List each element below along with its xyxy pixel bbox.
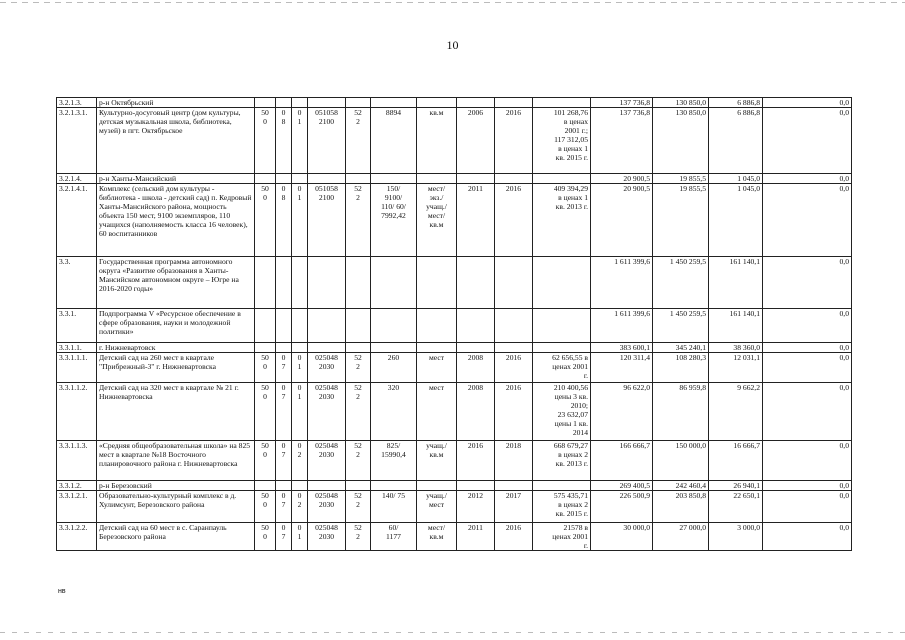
page-number: 10 [446, 38, 459, 52]
code-part-b [276, 257, 292, 309]
row-code: 3.3.1.2. [57, 481, 97, 491]
local-budget-value: 38 360,0 [709, 343, 763, 353]
code-part-b: 0 7 [276, 441, 292, 481]
local-budget-value: 1 045,0 [709, 174, 763, 184]
table-row [57, 353, 852, 383]
target-article: 025048 2030 [308, 523, 346, 551]
code-part-c: 0 2 [292, 491, 308, 523]
empty-cell [495, 481, 533, 491]
estimated-cost: 409 394,29 в ценах 1 кв. 2013 г. [533, 184, 591, 257]
row-code: 3.3.1.1.1. [57, 353, 97, 383]
okrug-budget-value: 345 240,1 [653, 343, 709, 353]
capacity: 8894 [371, 108, 417, 174]
row-code: 3.2.1.4. [57, 174, 97, 184]
empty-cell [255, 174, 276, 184]
row-name: р-н Березовский [97, 481, 255, 491]
capacity: 825/ 15990,4 [371, 441, 417, 481]
code-part-b [276, 309, 292, 343]
end-year [495, 257, 533, 309]
local-budget-value: 6 886,8 [709, 108, 763, 174]
total-value: 383 600,1 [591, 343, 653, 353]
okrug-budget-value: 130 850,0 [653, 98, 709, 108]
row-code: 3.3.1. [57, 309, 97, 343]
other-sources-value: 0,0 [763, 108, 852, 174]
expense-type: 52 2 [346, 383, 371, 441]
code-part-a: 50 0 [255, 491, 276, 523]
empty-cell [495, 98, 533, 108]
capacity-unit: мест/ кв.м [417, 523, 457, 551]
capacity-unit: мест [417, 383, 457, 441]
row-code: 3.3.1.2.2. [57, 523, 97, 551]
empty-cell [417, 98, 457, 108]
row-name: Государственная программа автономного округа «Развитие образования в Ханты-Мансийском автономном округе – Югре на 2016-2020 годы» [97, 257, 255, 309]
empty-cell [346, 343, 371, 353]
empty-cell [308, 343, 346, 353]
target-article [308, 257, 346, 309]
row-code: 3.3.1.1.3. [57, 441, 97, 481]
estimated-cost: 62 656,55 в ценах 2001 г. [533, 353, 591, 383]
row-name: г. Нижневартовск [97, 343, 255, 353]
code-part-a: 50 0 [255, 108, 276, 174]
section-row [57, 481, 852, 491]
row-name: Образовательно-культурный комплекс в д. Хулимсунт, Березовского района [97, 491, 255, 523]
section-row [57, 98, 852, 108]
capacity-unit: мест [417, 353, 457, 383]
empty-cell [457, 98, 495, 108]
row-name: Детский сад на 320 мест в квартале № 21 г. Нижневартовска [97, 383, 255, 441]
row-code: 3.3.1.1. [57, 343, 97, 353]
empty-cell [371, 174, 417, 184]
empty-cell [346, 98, 371, 108]
code-part-c: 0 1 [292, 353, 308, 383]
row-code: 3.2.1.3.1. [57, 108, 97, 174]
table-body [57, 98, 852, 551]
table-row [57, 257, 852, 309]
expense-type: 52 2 [346, 184, 371, 257]
expense-type [346, 309, 371, 343]
target-article: 051058 2100 [308, 108, 346, 174]
code-part-a: 50 0 [255, 353, 276, 383]
table-row [57, 523, 852, 551]
other-sources-value: 0,0 [763, 309, 852, 343]
section-row [57, 174, 852, 184]
start-year [457, 257, 495, 309]
local-budget-value: 26 940,1 [709, 481, 763, 491]
code-part-b: 0 7 [276, 523, 292, 551]
code-part-a: 50 0 [255, 184, 276, 257]
empty-cell [308, 481, 346, 491]
empty-cell [417, 481, 457, 491]
empty-cell [533, 98, 591, 108]
empty-cell [255, 98, 276, 108]
code-part-a [255, 309, 276, 343]
total-value: 1 611 399,6 [591, 257, 653, 309]
okrug-budget-value: 150 000,0 [653, 441, 709, 481]
capacity [371, 309, 417, 343]
empty-cell [308, 174, 346, 184]
code-part-b: 0 7 [276, 353, 292, 383]
row-name: р-н Ханты-Мансийский [97, 174, 255, 184]
other-sources-value: 0,0 [763, 491, 852, 523]
code-part-c [292, 309, 308, 343]
expense-type: 52 2 [346, 441, 371, 481]
other-sources-value: 0,0 [763, 353, 852, 383]
table-row [57, 184, 852, 257]
expense-type: 52 2 [346, 108, 371, 174]
empty-cell [457, 481, 495, 491]
capacity [371, 257, 417, 309]
empty-cell [495, 343, 533, 353]
row-code: 3.3. [57, 257, 97, 309]
capacity: 60/ 1177 [371, 523, 417, 551]
okrug-budget-value: 242 460,4 [653, 481, 709, 491]
estimated-cost: 21578 в ценах 2001 г. [533, 523, 591, 551]
other-sources-value: 0,0 [763, 523, 852, 551]
row-code: 3.2.1.4.1. [57, 184, 97, 257]
investment-table-sheet [56, 97, 851, 551]
table-row [57, 383, 852, 441]
empty-cell [308, 98, 346, 108]
total-value: 1 611 399,6 [591, 309, 653, 343]
code-part-a: 50 0 [255, 441, 276, 481]
row-code: 3.3.1.1.2. [57, 383, 97, 441]
expense-type: 52 2 [346, 523, 371, 551]
total-value: 20 900,5 [591, 184, 653, 257]
target-article: 025048 2030 [308, 353, 346, 383]
empty-cell [346, 174, 371, 184]
target-article [308, 309, 346, 343]
start-year: 2008 [457, 353, 495, 383]
estimated-cost [533, 309, 591, 343]
code-part-a [255, 257, 276, 309]
empty-cell [417, 343, 457, 353]
row-name: Детский сад на 60 мест в с. Саранпауль Березовского района [97, 523, 255, 551]
target-article: 025048 2030 [308, 383, 346, 441]
capacity: 150/ 9100/ 110/ 60/ 7992,42 [371, 184, 417, 257]
local-budget-value: 9 662,2 [709, 383, 763, 441]
code-part-b: 0 8 [276, 108, 292, 174]
code-part-c: 0 1 [292, 184, 308, 257]
row-name: Культурно-досуговый центр (дом культуры, детская музыкальная школа, библиотека, музей) в пгт. Октябрьское [97, 108, 255, 174]
total-value: 137 736,8 [591, 108, 653, 174]
local-budget-value: 161 140,1 [709, 257, 763, 309]
total-value: 120 311,4 [591, 353, 653, 383]
empty-cell [417, 174, 457, 184]
code-part-b: 0 7 [276, 383, 292, 441]
end-year: 2016 [495, 108, 533, 174]
code-part-c: 0 1 [292, 523, 308, 551]
end-year: 2016 [495, 523, 533, 551]
code-part-b: 0 7 [276, 491, 292, 523]
code-part-a: 50 0 [255, 383, 276, 441]
target-article: 025048 2030 [308, 491, 346, 523]
okrug-budget-value: 86 959,8 [653, 383, 709, 441]
okrug-budget-value: 1 450 259,5 [653, 257, 709, 309]
code-part-c [292, 257, 308, 309]
row-code: 3.2.1.3. [57, 98, 97, 108]
end-year [495, 309, 533, 343]
expense-type: 52 2 [346, 491, 371, 523]
table-row [57, 441, 852, 481]
end-year: 2016 [495, 383, 533, 441]
start-year: 2012 [457, 491, 495, 523]
empty-cell [533, 343, 591, 353]
end-year: 2018 [495, 441, 533, 481]
empty-cell [346, 481, 371, 491]
start-year: 2016 [457, 441, 495, 481]
empty-cell [292, 98, 308, 108]
table-row [57, 108, 852, 174]
start-year: 2011 [457, 523, 495, 551]
okrug-budget-value: 108 280,3 [653, 353, 709, 383]
okrug-budget-value: 19 855,5 [653, 184, 709, 257]
row-name: Детский сад на 260 мест в квартале "Прибрежный-3" г. Нижневартовска [97, 353, 255, 383]
end-year: 2016 [495, 353, 533, 383]
code-part-b: 0 8 [276, 184, 292, 257]
empty-cell [276, 343, 292, 353]
target-article: 025048 2030 [308, 441, 346, 481]
empty-cell [457, 343, 495, 353]
capacity-unit: кв.м [417, 108, 457, 174]
local-budget-value: 161 140,1 [709, 309, 763, 343]
other-sources-value: 0,0 [763, 174, 852, 184]
investment-table [56, 97, 852, 551]
capacity-unit: учащ./ кв.м [417, 441, 457, 481]
code-part-c: 0 1 [292, 108, 308, 174]
empty-cell [255, 481, 276, 491]
local-budget-value: 22 650,1 [709, 491, 763, 523]
empty-cell [533, 174, 591, 184]
other-sources-value: 0,0 [763, 383, 852, 441]
other-sources-value: 0,0 [763, 343, 852, 353]
table-row [57, 491, 852, 523]
total-value: 30 000,0 [591, 523, 653, 551]
other-sources-value: 0,0 [763, 481, 852, 491]
other-sources-value: 0,0 [763, 184, 852, 257]
capacity-unit: учащ./ мест [417, 491, 457, 523]
total-value: 137 736,8 [591, 98, 653, 108]
okrug-budget-value: 203 850,8 [653, 491, 709, 523]
other-sources-value: 0,0 [763, 441, 852, 481]
total-value: 20 900,5 [591, 174, 653, 184]
scan-edge-top [0, 2, 905, 3]
estimated-cost: 101 268,76 в ценах 2001 г.; 117 312,05 в ценах 1 кв. 2015 г. [533, 108, 591, 174]
row-code: 3.3.1.2.1. [57, 491, 97, 523]
okrug-budget-value: 27 000,0 [653, 523, 709, 551]
empty-cell [276, 98, 292, 108]
empty-cell [371, 343, 417, 353]
empty-cell [276, 481, 292, 491]
start-year: 2008 [457, 383, 495, 441]
code-part-c: 0 1 [292, 383, 308, 441]
row-name: Комплекс (сельский дом культуры - библиотека - школа - детский сад) п. Кедровый Ханты-Мансийского района, мощность объекта 150 мест, 9100 экземпляров, 110 учащихся (наполняемость класса 16 человек), 60 воспитанников [97, 184, 255, 257]
code-part-c: 0 2 [292, 441, 308, 481]
estimated-cost: 668 679,27 в ценах 2 кв. 2013 г. [533, 441, 591, 481]
empty-cell [371, 98, 417, 108]
capacity-unit [417, 257, 457, 309]
end-year: 2016 [495, 184, 533, 257]
local-budget-value: 16 666,7 [709, 441, 763, 481]
empty-cell [457, 174, 495, 184]
okrug-budget-value: 1 450 259,5 [653, 309, 709, 343]
capacity-unit: мест/ экз./ учащ./ мест/ кв.м [417, 184, 457, 257]
empty-cell [276, 174, 292, 184]
okrug-budget-value: 19 855,5 [653, 174, 709, 184]
other-sources-value: 0,0 [763, 257, 852, 309]
local-budget-value: 3 000,0 [709, 523, 763, 551]
capacity: 140/ 75 [371, 491, 417, 523]
capacity: 320 [371, 383, 417, 441]
expense-type: 52 2 [346, 353, 371, 383]
start-year: 2006 [457, 108, 495, 174]
total-value: 96 622,0 [591, 383, 653, 441]
target-article: 051058 2100 [308, 184, 346, 257]
empty-cell [292, 343, 308, 353]
section-row [57, 343, 852, 353]
total-value: 226 500,9 [591, 491, 653, 523]
empty-cell [371, 481, 417, 491]
estimated-cost: 575 435,71 в ценах 2 кв. 2015 г. [533, 491, 591, 523]
empty-cell [292, 174, 308, 184]
table-row [57, 309, 852, 343]
code-part-a: 50 0 [255, 523, 276, 551]
empty-cell [255, 343, 276, 353]
estimated-cost: 210 400,56 цены 3 кв. 2010; 23 632,07 цены 1 кв. 2014 [533, 383, 591, 441]
capacity-unit [417, 309, 457, 343]
total-value: 269 400,5 [591, 481, 653, 491]
estimated-cost [533, 257, 591, 309]
start-year: 2011 [457, 184, 495, 257]
footer-mark: нв [58, 588, 66, 595]
local-budget-value: 1 045,0 [709, 184, 763, 257]
expense-type [346, 257, 371, 309]
empty-cell [292, 481, 308, 491]
local-budget-value: 6 886,8 [709, 98, 763, 108]
end-year: 2017 [495, 491, 533, 523]
row-name: Подпрограмма V «Ресурсное обеспечение в сфере образования, науки и молодежной политики» [97, 309, 255, 343]
empty-cell [495, 174, 533, 184]
local-budget-value: 12 031,1 [709, 353, 763, 383]
other-sources-value: 0,0 [763, 98, 852, 108]
scan-edge-bottom [0, 632, 905, 633]
start-year [457, 309, 495, 343]
okrug-budget-value: 130 850,0 [653, 108, 709, 174]
empty-cell [533, 481, 591, 491]
capacity: 260 [371, 353, 417, 383]
row-name: «Средняя общеобразовательная школа» на 825 мест в квартале №18 Восточного планировочного района г. Нижневартовска [97, 441, 255, 481]
total-value: 166 666,7 [591, 441, 653, 481]
row-name: р-н Октябрьский [97, 98, 255, 108]
